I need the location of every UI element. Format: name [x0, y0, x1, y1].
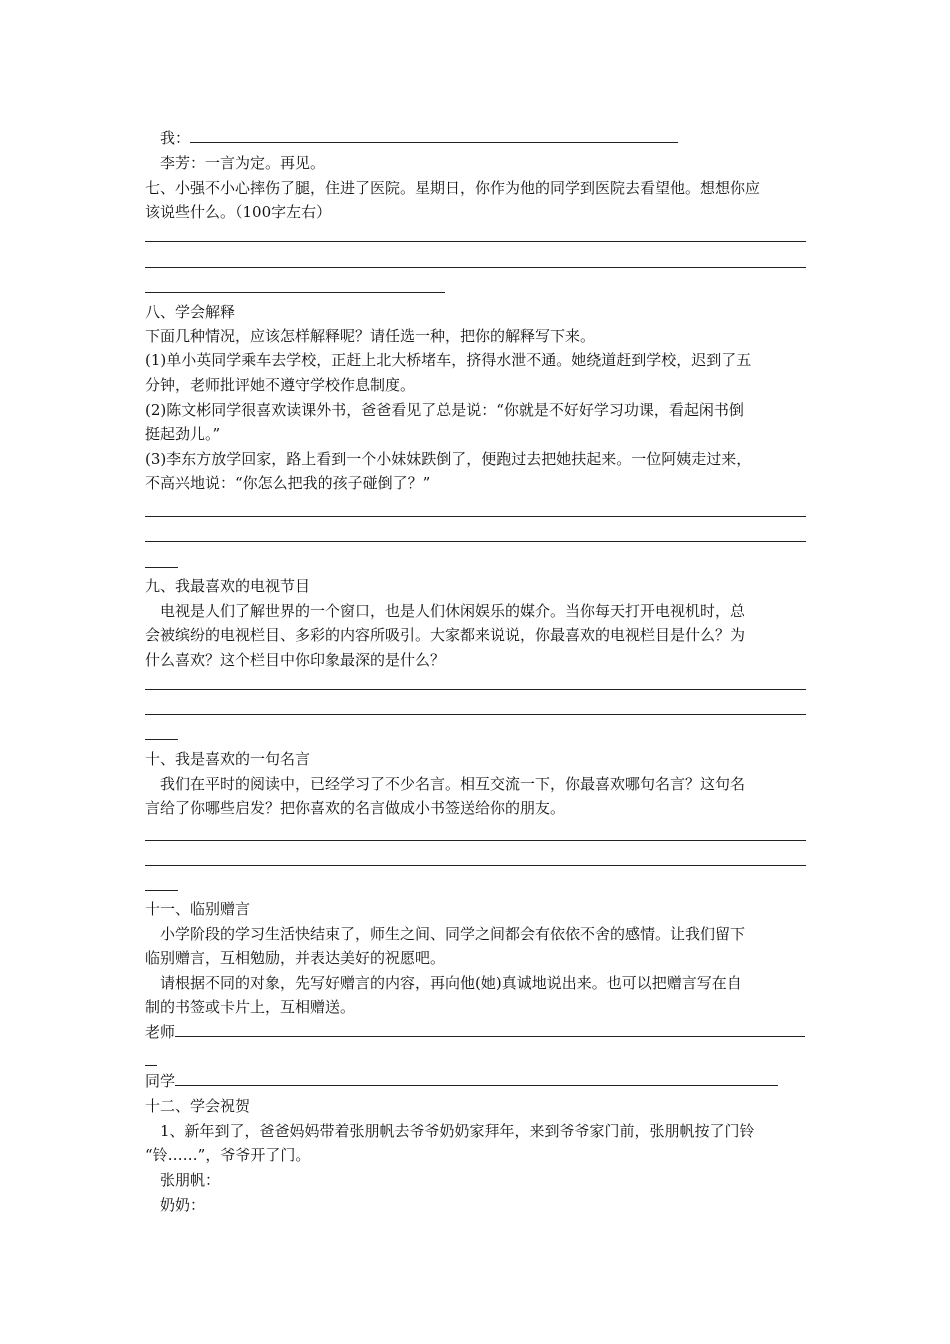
- classmate-blessing-blank[interactable]: [175, 1069, 778, 1086]
- q8-answer-line-2[interactable]: [145, 541, 806, 542]
- q11-para-1-line-2: 临别赠言，互相勉励，并表达美好的祝愿吧。: [145, 949, 446, 967]
- teacher-blessing-blank-cont[interactable]: [145, 1065, 157, 1066]
- q8-scenario-1-line-2: 分钟，老师批评她不遵守学校作息制度。: [145, 376, 416, 394]
- q8-answer-line-3[interactable]: [145, 567, 178, 568]
- q12-title: 十二、学会祝贺: [145, 1097, 251, 1115]
- q9-line-3: 什么喜欢？这个栏目中你印象最深的是什么？: [145, 651, 446, 669]
- q9-title: 九、我最喜欢的电视节目: [145, 577, 311, 595]
- q11-classmate-line: [145, 1068, 807, 1094]
- q12-grandma-label: 奶奶：: [160, 1196, 206, 1214]
- q7-answer-line-1[interactable]: [145, 241, 806, 242]
- q9-answer-line-2[interactable]: [145, 714, 806, 715]
- q8-scenario-2-line-1: (2)陈文彬同学很喜欢读课外书，爸爸看见了总是说：“你就是不好好学习功课，看起闲书倒: [145, 401, 744, 419]
- q12-line-1: 1、新年到了，爸爸妈妈带着张朋帆去爷爷奶奶家拜年，来到爷爷家门前，张朋帆按了门铃: [160, 1122, 755, 1140]
- q9-answer-line-1[interactable]: [145, 689, 806, 690]
- q11-para-2-line-2: 制的书签或卡片上，互相赠送。: [145, 998, 356, 1016]
- teacher-label: 老师: [145, 1023, 176, 1041]
- q8-scenario-3-line-2: 不高兴地说：“你怎么把我的孩子碰倒了？”: [145, 474, 431, 492]
- me-label: 我：: [160, 129, 191, 147]
- classmate-label: 同学: [145, 1072, 176, 1090]
- q10-title: 十、我是喜欢的一句名言: [145, 750, 311, 768]
- q9-line-1: 电视是人们了解世界的一个窗口，也是人们休闲娱乐的媒介。当你每天打开电视机时，总: [160, 602, 746, 620]
- q10-answer-line-2[interactable]: [145, 865, 806, 866]
- teacher-blessing-blank[interactable]: [175, 1020, 805, 1037]
- q7-line-2: 该说些什么。（100字左右）: [145, 203, 332, 221]
- q7-answer-line-2[interactable]: [145, 267, 806, 268]
- q12-line-2: “铃……”，爷爷开了门。: [145, 1146, 311, 1164]
- q11-teacher-line: [145, 1019, 807, 1045]
- q8-intro: 下面几种情况，应该怎样解释呢？请任选一种，把你的解释写下来。: [145, 327, 596, 345]
- dialogue-me-line: [160, 125, 807, 151]
- q10-line-2: 言给了你哪些启发？把你喜欢的名言做成小书签送给你的朋友。: [145, 799, 566, 817]
- q8-title: 八、学会解释: [145, 303, 236, 321]
- q12-zhang-label: 张朋帆：: [160, 1171, 221, 1189]
- q7-line-1: 七、小强不小心摔伤了腿，住进了医院。星期日，你作为他的同学到医院去看望他。想想你应: [145, 179, 761, 197]
- q7-answer-line-3[interactable]: [145, 292, 445, 293]
- me-answer-blank[interactable]: [190, 126, 678, 143]
- dialogue-lifang-line: 李芳：一言为定。再见。: [160, 154, 326, 172]
- q8-scenario-1-line-1: (1)单小英同学乘车去学校，正赶上北大桥堵车，挤得水泄不通。她绕道赶到学校，迟到了五: [145, 351, 752, 369]
- q8-scenario-3-line-1: (3)李东方放学回家，路上看到一个小妹妹跌倒了，便跑过去把她扶起来。一位阿姨走过来，: [145, 450, 752, 468]
- q10-answer-line-1[interactable]: [145, 840, 806, 841]
- q10-answer-line-3[interactable]: [145, 890, 178, 891]
- q11-para-2-line-1: 请根据不同的对象，先写好赠言的内容，再向他(她)真诚地说出来。也可以把赠言写在自: [160, 974, 742, 992]
- q8-answer-line-1[interactable]: [145, 516, 806, 517]
- q11-para-1-line-1: 小学阶段的学习生活快结束了，师生之间、同学之间都会有依依不舍的感情。让我们留下: [160, 925, 746, 943]
- q8-scenario-2-line-2: 挺起劲儿。”: [145, 425, 221, 443]
- q9-line-2: 会被缤纷的电视栏目、多彩的内容所吸引。大家都来说说，你最喜欢的电视栏目是什么？为: [145, 626, 746, 644]
- q11-title: 十一、临别赠言: [145, 900, 251, 918]
- q10-line-1: 我们在平时的阅读中，已经学习了不少名言。相互交流一下，你最喜欢哪句名言？这句名: [160, 775, 746, 793]
- q9-answer-line-3[interactable]: [145, 739, 178, 740]
